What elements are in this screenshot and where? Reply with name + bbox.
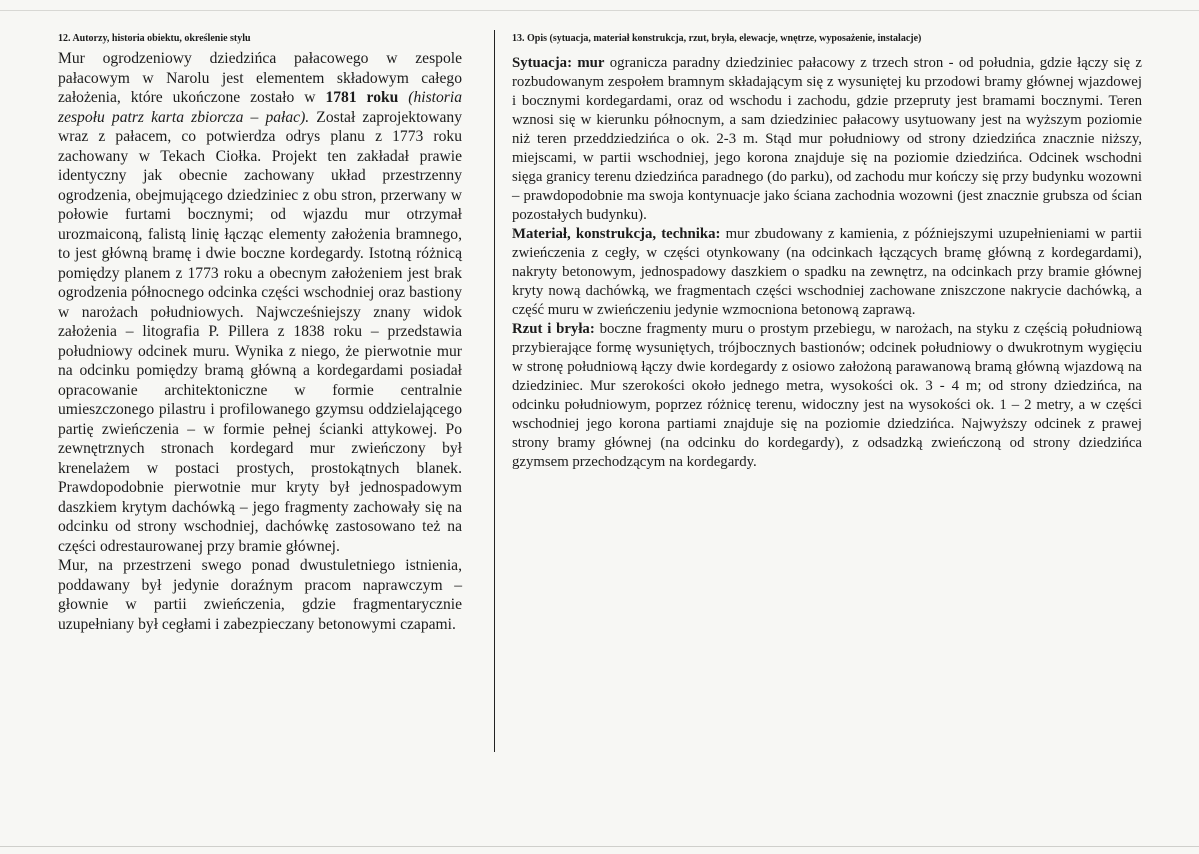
section-13-heading: 13. Opis (sytuacja, materiał konstrukcja, rzut, bryła, elewacje, wnętrze, wyposażenie, instalacje) bbox=[512, 33, 922, 44]
paragraph-text: Mur ogrodzeniowy dziedzińca pałacowego w zespole pałacowym w Narolu jest elementem składowym całego założenia, które ukończone zostało w bbox=[58, 50, 462, 106]
plan-label: Rzut i bryła: bbox=[512, 321, 595, 337]
section-12-body bbox=[58, 49, 462, 634]
situation-paragraph bbox=[512, 54, 1142, 225]
left-column bbox=[58, 32, 462, 634]
material-label: Materiał, konstrukcja, technika: bbox=[512, 226, 721, 242]
situation-text: ogranicza paradny dziedziniec pałacowy z trzech stron - od południa, gdzie łączy się z rozbudowanym zespołem bramnym składającym się z wysuniętej ku przodowi bramy głównej wjazdowej i bocznymi kordegardami, oraz od wschodu i zachodu, gdzie przepruty jest bramami bocznymi. Teren wznosi się w kierunku północnym, a sam dziedziniec pałacowy usytuowany jest na wyższym poziomie niż teren przeddziedzińca o ok. 2-3 m. Stąd mur południowy od strony dziedzińca znacznie niższy, miejscami, w partii wschodniej, jego korona znajduje się na poziomie dziedzińca. Odcinek wschodni sięga granicy terenu dziedzińca paradnego (do parku), od zachodu mur kończy się przy budynku wozowni – prawdopodobnie ma swoja kontynuacje jako ściana zachodnia wozowni (jest znacznie grubsza od ścian pozostałych budynku). bbox=[512, 55, 1142, 223]
plan-text: boczne fragmenty muru o prostym przebiegu, w narożach, na styku z częścią południową przybierające formę wysuniętych, trójbocznych bastionów; odcinek południowy o dwukrotnym wygięciu w stronę południową łączy dwie kordegardy z osiowo założoną parawanową bramą główną wjazdową na dziedziniec. Mur szerokości około jednego metra, wysokości ok. 3 - 4 m; od strony dziedzińca, na odcinku południowym, poprzez różnicę terenu, widoczny jest na wysokości ok. 1 – 2 metry, a w części wschodniej jego korona partiami znajduje się na poziomie dziedzińca. Najwyższy odcinek z prawej strony bramy głównej (na odcinku do kordegardy), z odsadzką zwieńczoną od strony dziedzińca gzymsem przechodzącym na kordegardy. bbox=[512, 321, 1142, 470]
paragraph-text: Został zaprojektowany wraz z pałacem, co potwierdza odrys planu z 1773 roku zachowany w Tekach Ciołka. Projekt ten zakładał prawie identyczny jak obecnie zachowany układ przestrzenny ogrodzenia, obejmującego dziedziniec z obu stron, przerwany w połowie furtami bocznymi; od wjazdu mur otrzymał urozmaiconą, falistą linię łącząc elementy założenia bramnego, to jest główną bramę i dwie boczne kordegardy. Istotną różnicą pomiędzy planem z 1773 roku a obecnym założeniem jest brak ogrodzenia północnego odcinka części wschodniej oraz bastiony w narożach południowych. Najwcześniejszy znany widok założenia – litografia P. Pillera z 1838 roku – przedstawia południowy odcinek muru. Wynika z niego, że pierwotnie mur na odcinku pomiędzy bramą główną a kordegardami posiadał opracowanie architektoniczne w formie centralnie umieszczonego pilastru i profilowanego gzymsu oddzielającego partię zwieńczenia – w formie pełnej ścianki attykowej. Po zewnętrznych stronach kordegard mur zwieńczony był krenelażem w postaci prostych, prostokątnych blanek. Prawdopodobnie pierwotnie mur kryty był jednospadowym daszkiem krytym dachówką – jego fragmenty zachowały się na odcinku od strony wschodniej, dachówkę zastosowano też na części odrestaurowanej przy bramie głównej. bbox=[58, 108, 462, 555]
bottom-edge-line bbox=[0, 846, 1199, 847]
plan-paragraph bbox=[512, 320, 1142, 472]
year-bold: 1781 roku bbox=[325, 89, 399, 106]
section-12-paragraph-1 bbox=[58, 49, 462, 556]
top-edge-line bbox=[0, 10, 1199, 11]
column-divider bbox=[494, 30, 495, 752]
right-column bbox=[512, 32, 1142, 472]
section-13-body bbox=[512, 54, 1142, 472]
situation-label: Sytuacja: mur bbox=[512, 55, 605, 71]
material-text: mur zbudowany z kamienia, z późniejszymi uzupełnieniami w partii zwieńczenia z cegły, w części otynkowany (na odcinkach łączących bramę główną z kordegardami), nakryty betonowym, jednospadowy daszkiem o spadku na zewnętrz, na odcinkach przy bramie głównej kryty nową dachówką, we fragmentach części wschodniej zachowane zniszczone nakrycie dachówką, a część muru w zwieńczeniu jedynie wzmocniona betonową zaprawą. bbox=[512, 226, 1142, 318]
section-12-heading: 12. Autorzy, historia obiektu, określenie stylu bbox=[58, 33, 251, 44]
reference-italic: (historia zespołu patrz karta zbiorcza – pałac). bbox=[58, 89, 462, 126]
spacer-text bbox=[398, 89, 408, 106]
material-paragraph bbox=[512, 225, 1142, 320]
section-12-paragraph-2: Mur, na przestrzeni swego ponad dwustuletniego istnienia, poddawany był jedynie doraźnym pracom naprawczym – głownie w partii zwieńczenia, gdzie fragmentarycznie uzupełniany był cegłami i zabezpieczany betonowymi czapami. bbox=[58, 557, 462, 633]
